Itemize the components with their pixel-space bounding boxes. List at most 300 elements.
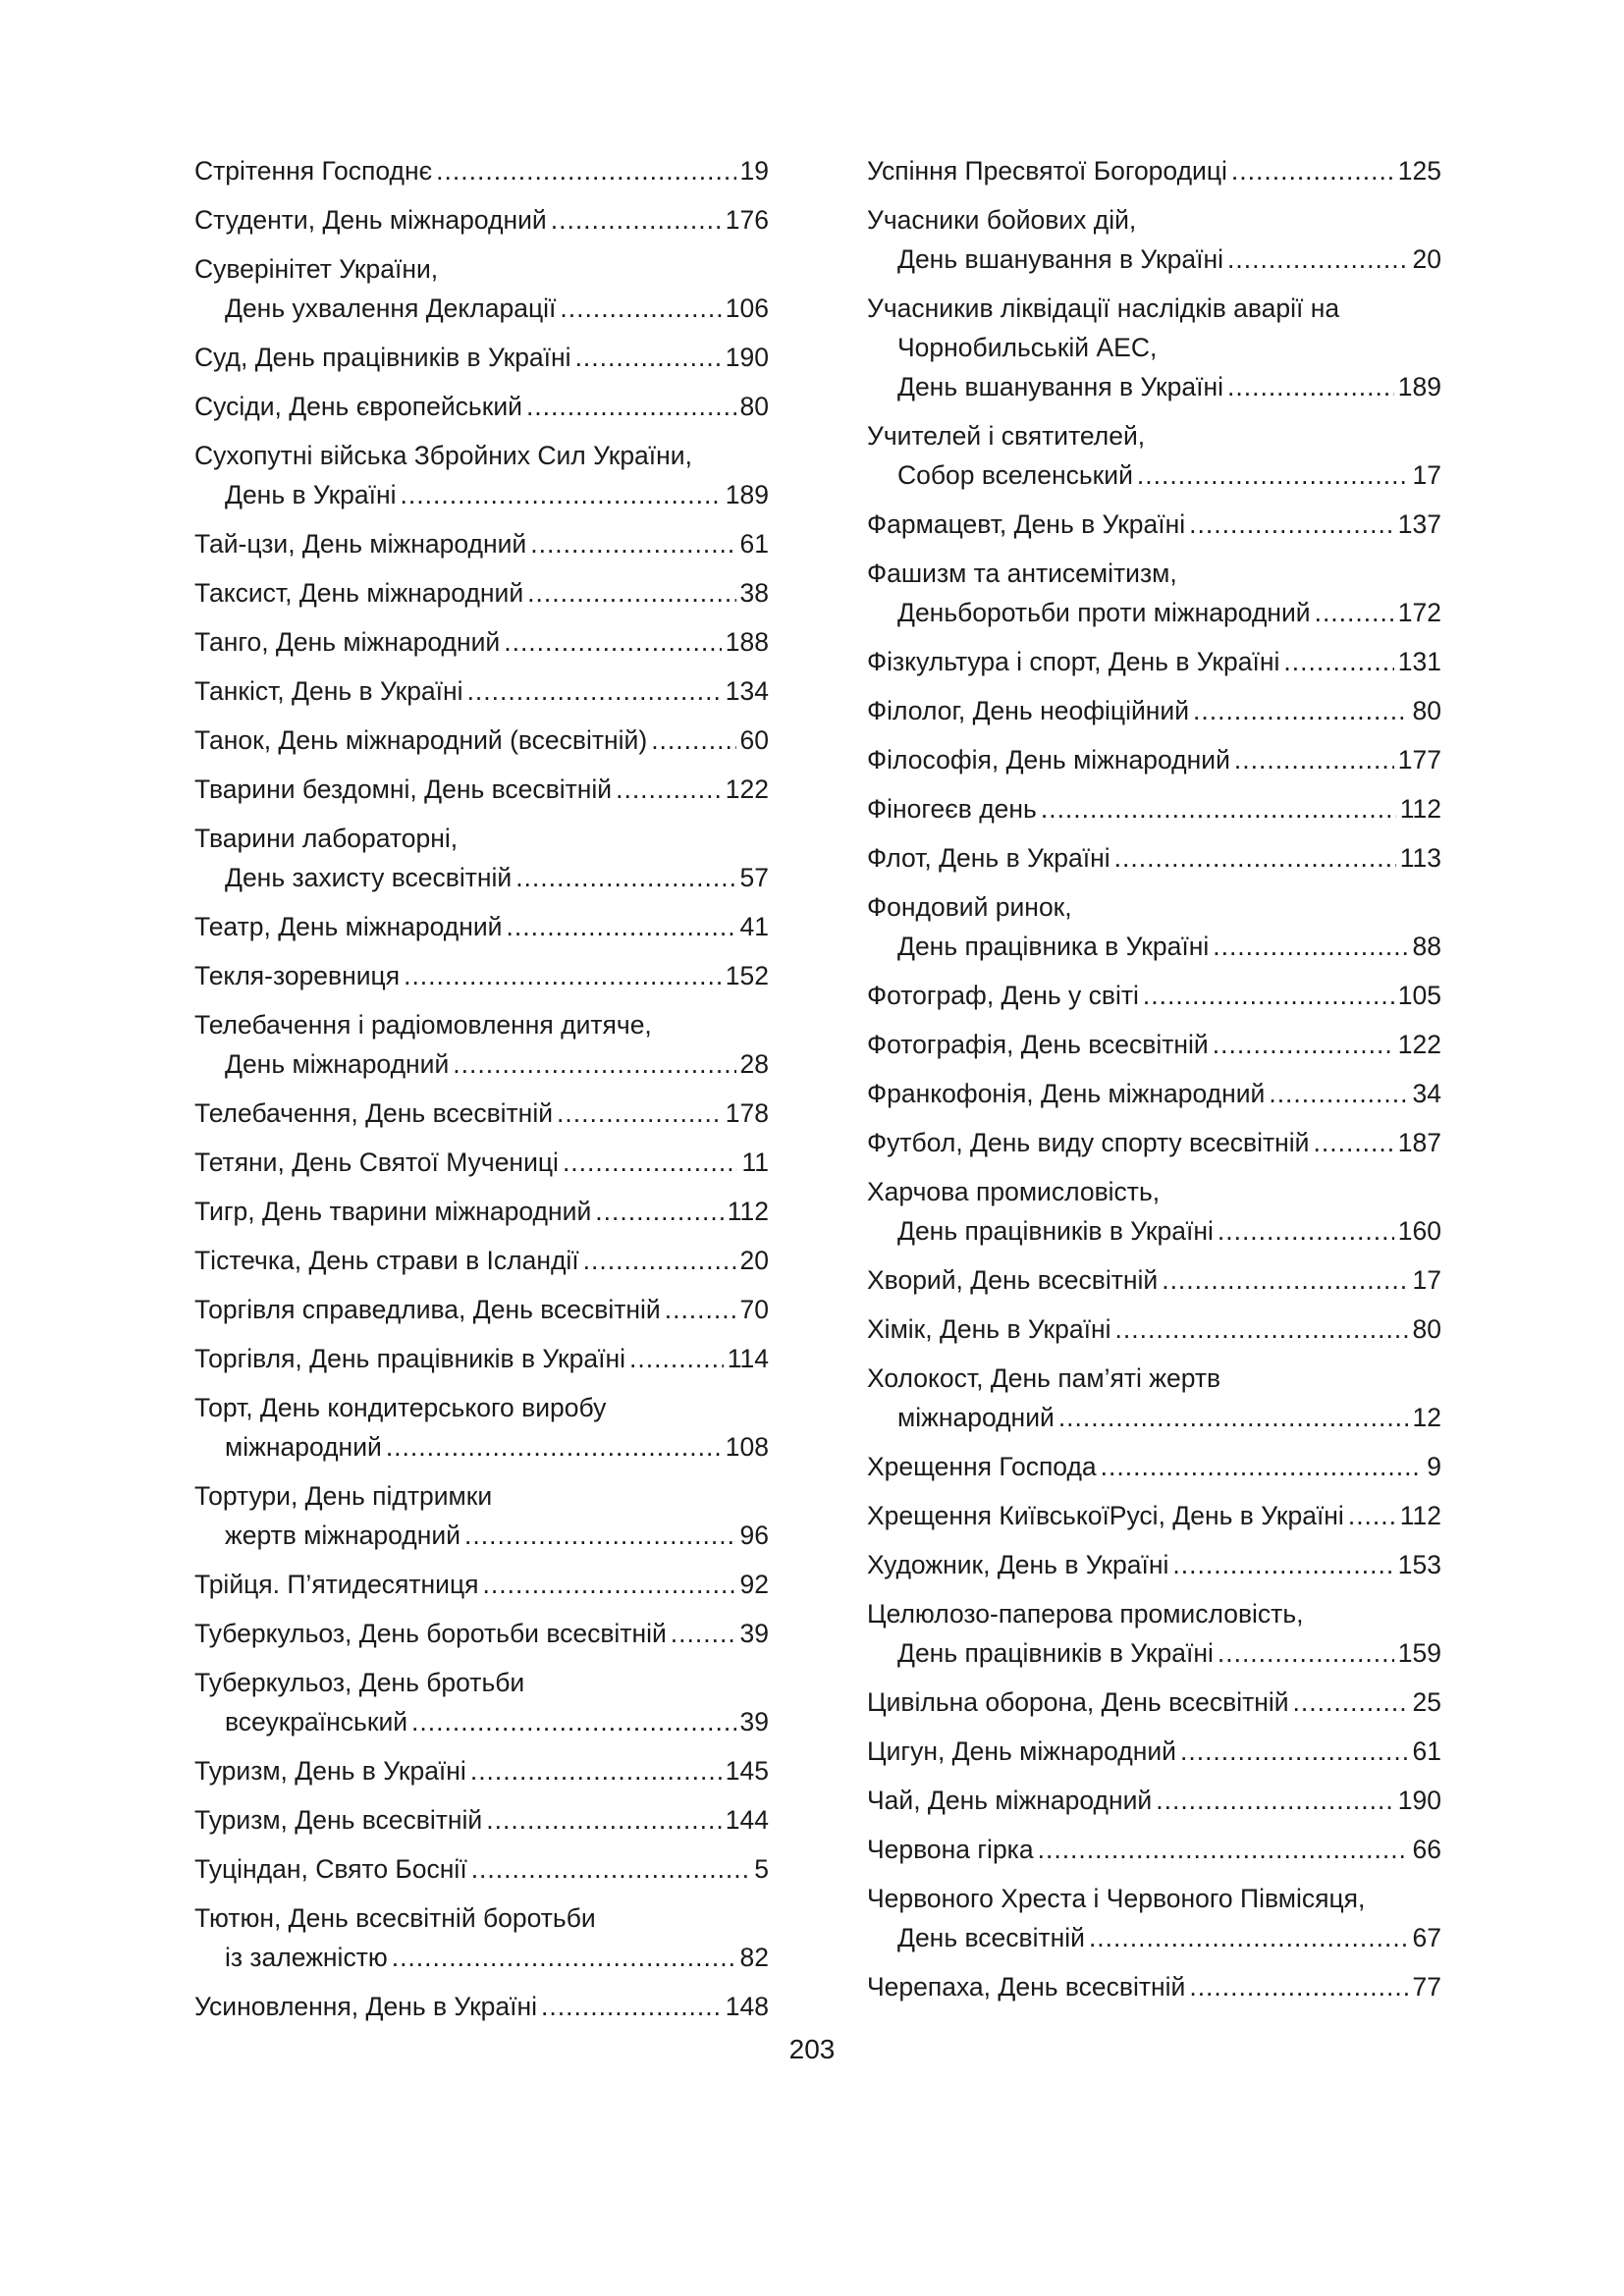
index-entry-page: 105 (1397, 981, 1441, 1010)
dot-leader (583, 1241, 736, 1280)
index-entry (867, 1172, 1441, 1251)
index-entry-term: День вшанування в Україні (897, 244, 1223, 274)
index-entry-term: Таксист, День міжнародний (194, 578, 524, 608)
index-entry-line (867, 1781, 1441, 1820)
index-entry-line (194, 1044, 769, 1084)
index-entry-term: Хрещення КиївськоїРусі, День в Україні (867, 1501, 1344, 1530)
dot-leader (1089, 1918, 1409, 1957)
index-entry-line (194, 436, 769, 475)
index-entry-term: Текля-зоревниця (194, 961, 401, 990)
index-entry-page: 177 (1397, 745, 1441, 774)
index-entry (867, 1682, 1441, 1722)
index-entry-term: Учителей і святителей, (867, 421, 1146, 451)
index-entry-line (194, 819, 769, 858)
index-entry (194, 1663, 769, 1741)
index-entry-term: Тигр, День тварини міжнародний (194, 1197, 592, 1226)
index-entry-line (867, 976, 1441, 1015)
index-entry (867, 1879, 1441, 1957)
index-entry-term: Туризм, День в Україні (194, 1756, 466, 1786)
index-entry-term: Фіногеєв день (867, 794, 1037, 824)
index-entry-page: 153 (1397, 1550, 1441, 1579)
index-entry-line (867, 151, 1441, 190)
index-entry-term: Футбол, День виду спорту всесвітній (867, 1128, 1310, 1157)
index-entry-line (867, 1967, 1441, 2006)
dot-leader (411, 1702, 735, 1741)
index-entry-line (194, 1702, 769, 1741)
index-entry (867, 1967, 1441, 2006)
index-entry-term: Танок, День міжнародний (всесвітній) (194, 725, 648, 755)
index-entry-page: 82 (739, 1943, 769, 1972)
dot-leader (1218, 1211, 1394, 1251)
index-entry (867, 887, 1441, 966)
index-entry-term: Туберкульоз, День бротьби (194, 1668, 525, 1697)
dot-leader (464, 1516, 736, 1555)
index-entry-term: Суверінітет України, (194, 254, 439, 284)
index-entry-term: Цивільна оборона, День всесвітній (867, 1687, 1289, 1717)
index-entry-term: Целюлозо-паперова промисловість, (867, 1599, 1304, 1629)
index-entry-term: Стрітення Господнє (194, 156, 433, 186)
index-entry-term: Туберкульоз, День боротьби всесвітній (194, 1619, 667, 1648)
index-entry-line (867, 1172, 1441, 1211)
dot-leader (1115, 1309, 1409, 1349)
index-entry (194, 200, 769, 240)
index-entry (194, 151, 769, 190)
index-entry-line (194, 200, 769, 240)
index-entry-page: 112 (1399, 794, 1441, 824)
index-entry (194, 1339, 769, 1378)
dot-leader (575, 338, 722, 377)
index-entry-line (194, 1143, 769, 1182)
dot-leader (1348, 1496, 1396, 1535)
index-entry (867, 1359, 1441, 1437)
index-entry-line (194, 1751, 769, 1790)
index-entry (194, 387, 769, 426)
index-entry-line (867, 642, 1441, 681)
dot-leader (486, 1800, 722, 1840)
index-entry (867, 416, 1441, 495)
index-entry-line (194, 1476, 769, 1516)
index-entry-line (194, 1388, 769, 1427)
index-entry (867, 1545, 1441, 1584)
dot-leader (1058, 1398, 1409, 1437)
dot-leader (467, 671, 722, 711)
index-entry-page: 34 (1412, 1079, 1441, 1108)
index-entry-term: Театр, День міжнародний (194, 912, 503, 941)
index-entry-line (867, 505, 1441, 544)
index-entry (194, 1241, 769, 1280)
index-entry (194, 956, 769, 995)
index-entry-line (867, 1830, 1441, 1869)
index-entry-term: всеукраїнський (225, 1707, 408, 1736)
dot-leader (436, 151, 735, 190)
index-entry-line (194, 622, 769, 662)
index-entry-line (867, 1359, 1441, 1398)
index-entry-term: Фондовий ринок, (867, 892, 1072, 922)
index-entry-term: Філолог, День неофіційний (867, 696, 1190, 725)
index-entry-line (867, 1260, 1441, 1300)
index-entry-page: 67 (1412, 1923, 1441, 1952)
index-entry (194, 1143, 769, 1182)
index-entry-line (194, 770, 769, 809)
index-entry-term: Тортури, День підтримки (194, 1481, 493, 1511)
index-entry-page: 77 (1412, 1972, 1441, 2002)
index-entry-term: Червона гірка (867, 1835, 1034, 1864)
index-entry-page: 144 (725, 1805, 769, 1835)
index-entry (867, 691, 1441, 730)
dot-leader (1172, 1545, 1393, 1584)
index-entry-line (867, 1309, 1441, 1349)
index-entry-line (867, 240, 1441, 279)
index-entry-line (867, 927, 1441, 966)
index-entry-line (194, 721, 769, 760)
index-entry-page: 189 (725, 480, 769, 509)
index-entry-term: Тварини бездомні, День всесвітній (194, 774, 613, 804)
index-entry (867, 642, 1441, 681)
index-entry-page: 38 (739, 578, 769, 608)
index-entry-line (867, 1633, 1441, 1673)
dot-leader (1218, 1633, 1394, 1673)
index-entry-term: Тварини лабораторні, (194, 824, 459, 853)
index-entry-line (867, 1682, 1441, 1722)
index-entry-page: 80 (1412, 1314, 1441, 1344)
index-entry-line (867, 1123, 1441, 1162)
index-entry-term: Сухопутні війська Збройних Сил України, (194, 441, 692, 470)
index-entry-line (867, 1074, 1441, 1113)
index-entry-line (867, 740, 1441, 779)
index-entry (867, 554, 1441, 632)
index-entry (194, 1849, 769, 1889)
index-entry-term: День працівників в Україні (897, 1216, 1214, 1246)
index-entry (867, 1025, 1441, 1064)
index-entry-line (867, 367, 1441, 406)
index-entry-term: Танго, День міжнародний (194, 627, 501, 657)
index-entry-term: День вшанування в Україні (897, 372, 1223, 401)
dot-leader (1293, 1682, 1409, 1722)
index-entry (867, 1781, 1441, 1820)
dot-leader (1189, 505, 1394, 544)
index-entry (867, 1447, 1441, 1486)
index-entry (867, 1309, 1441, 1349)
index-entry-term: День працівника в Україні (897, 932, 1210, 961)
dot-leader (1283, 642, 1393, 681)
index-entry (867, 505, 1441, 544)
index-entry-term: Фізкультура і спорт, День в Україні (867, 647, 1280, 676)
dot-leader (1162, 1260, 1408, 1300)
index-entry-line (194, 524, 769, 563)
dot-leader (1234, 740, 1394, 779)
index-entry-line (867, 1025, 1441, 1064)
index-entry (867, 289, 1441, 406)
index-entry (194, 907, 769, 946)
index-entry-term: Чай, День міжнародний (867, 1786, 1153, 1815)
index-entry-term: Студенти, День міжнародний (194, 205, 547, 235)
index-entry-line (194, 671, 769, 711)
index-entry-page: 125 (1397, 156, 1441, 186)
dot-leader (483, 1565, 736, 1604)
index-entry (867, 151, 1441, 190)
index-entry-page: 178 (725, 1098, 769, 1128)
index-column-right (867, 151, 1441, 2016)
index-entry-line (194, 1938, 769, 1977)
index-entry-page: 11 (741, 1148, 769, 1177)
index-entry-line (194, 1614, 769, 1653)
index-entry-line (867, 1496, 1441, 1535)
index-entry-page: 145 (725, 1756, 769, 1786)
index-entry-term: Туризм, День всесвітній (194, 1805, 483, 1835)
dot-leader (1137, 455, 1409, 495)
index-entry-term: Фотограф, День у світі (867, 981, 1139, 1010)
index-entry-page: 12 (1412, 1403, 1441, 1432)
index-entry-line (194, 475, 769, 514)
index-entry-line (194, 1800, 769, 1840)
index-entry-term: Сусіди, День європейський (194, 392, 522, 421)
index-entry-line (194, 1516, 769, 1555)
index-entry (867, 740, 1441, 779)
dot-leader (404, 956, 722, 995)
index-entry (194, 573, 769, 613)
index-entry (867, 789, 1441, 828)
index-entry-line (194, 1849, 769, 1889)
dot-leader (526, 387, 736, 426)
dot-leader (560, 289, 721, 328)
index-entry-term: Фармацевт, День в Україні (867, 509, 1186, 539)
index-entry-line (194, 1290, 769, 1329)
index-entry-page: 113 (1399, 843, 1441, 873)
dot-leader (453, 1044, 735, 1084)
index-entry-line (867, 289, 1441, 328)
index-entry-page: 112 (727, 1197, 769, 1226)
index-entry (867, 838, 1441, 878)
index-entry-page: 137 (1397, 509, 1441, 539)
dot-leader (1038, 1830, 1409, 1869)
index-entry-term: Художник, День в Україні (867, 1550, 1169, 1579)
dot-leader (557, 1094, 722, 1133)
index-entry (194, 1005, 769, 1084)
dot-leader (515, 858, 735, 897)
index-entry-line (194, 289, 769, 328)
index-entry-page: 39 (739, 1619, 769, 1648)
index-entry-page: 80 (1412, 696, 1441, 725)
dot-leader (1041, 789, 1396, 828)
index-entry-line (194, 1241, 769, 1280)
index-entry (194, 1388, 769, 1467)
dot-leader (1213, 927, 1408, 966)
index-entry-page: 122 (1397, 1030, 1441, 1059)
index-entry-line (867, 200, 1441, 240)
index-entry-term: Філософія, День міжнародний (867, 745, 1230, 774)
dot-leader (541, 1987, 722, 2026)
index-entry-page: 190 (1397, 1786, 1441, 1815)
index-entry-page: 148 (725, 1992, 769, 2021)
index-entry-line (194, 1094, 769, 1133)
dot-leader (629, 1339, 724, 1378)
index-entry-term: Чорнобильській АЕС, (897, 333, 1158, 362)
index-entry-term: День захисту всесвітній (225, 863, 513, 892)
index-entry-page: 92 (739, 1570, 769, 1599)
index-entry (194, 819, 769, 897)
index-entry-page: 189 (1397, 372, 1441, 401)
index-entry-term: День міжнародний (225, 1049, 450, 1079)
index-entry-line (867, 416, 1441, 455)
index-entry-page: 176 (725, 205, 769, 235)
index-entry-term: Суд, День працівників в Україні (194, 343, 571, 372)
index-entry (194, 770, 769, 809)
index-entry-term: Собор вселенський (897, 460, 1133, 490)
dot-leader (392, 1938, 736, 1977)
index-entry-line (194, 1565, 769, 1604)
dot-leader (1269, 1074, 1408, 1113)
index-entry-term: жертв міжнародний (225, 1521, 461, 1550)
index-entry-term: Хрещення Господа (867, 1452, 1097, 1481)
index-entry-page: 5 (754, 1854, 769, 1884)
dot-leader (1314, 1123, 1394, 1162)
index-entry (194, 249, 769, 328)
index-entry-term: Холокост, День пам’яті жертв (867, 1363, 1221, 1393)
index-entry-page: 57 (739, 863, 769, 892)
index-entry-page: 112 (1399, 1501, 1441, 1530)
dot-leader (1231, 151, 1394, 190)
index-entry-line (867, 1918, 1441, 1957)
index-entry-term: Черепаха, День всесвітній (867, 1972, 1186, 2002)
dot-leader (1227, 240, 1409, 279)
index-entry-page: 61 (1412, 1736, 1441, 1766)
dot-leader (1180, 1732, 1409, 1771)
index-entry-term: Хімік, День в Україні (867, 1314, 1111, 1344)
index-entry-term: Танкіст, День в Україні (194, 676, 463, 706)
index-entry-term: міжнародний (897, 1403, 1055, 1432)
dot-leader (1114, 838, 1396, 878)
dot-leader (504, 622, 722, 662)
index-entry-line (867, 554, 1441, 593)
index-entry-term: Тютюн, День всесвітній боротьби (194, 1903, 596, 1933)
index-entry-page: 160 (1397, 1216, 1441, 1246)
index-entry-line (194, 1427, 769, 1467)
index-entry (194, 524, 769, 563)
index-entry-term: Торгівля справедлива, День всесвітній (194, 1295, 661, 1324)
dot-leader (595, 1192, 724, 1231)
index-entry (194, 1094, 769, 1133)
index-entry-term: Тістечка, День страви в Ісландії (194, 1246, 579, 1275)
dot-leader (616, 770, 722, 809)
index-entry-page: 19 (739, 156, 769, 186)
index-entry (194, 1192, 769, 1231)
index-entry-page: 20 (1412, 244, 1441, 274)
index-entry (194, 1476, 769, 1555)
index-entry-term: Телебачення і радіомовлення дитяче, (194, 1010, 652, 1040)
index-entry (194, 338, 769, 377)
index-entry-term: Торт, День кондитерського виробу (194, 1393, 607, 1422)
index-entry (194, 1800, 769, 1840)
index-entry (867, 1830, 1441, 1869)
index-entry-line (867, 328, 1441, 367)
index-entry-line (867, 1879, 1441, 1918)
index-entry-term: Трійця. П’ятидесятниця (194, 1570, 479, 1599)
dot-leader (530, 524, 735, 563)
index-entry-term: Деньборотьби проти міжнародний (897, 598, 1311, 627)
index-entry-page: 41 (739, 912, 769, 941)
index-entry-page: 108 (725, 1432, 769, 1462)
index-entry-line (867, 887, 1441, 927)
index-entry-term: Червоного Хреста і Червоного Півмісяця, (867, 1884, 1366, 1913)
dot-leader (1315, 593, 1394, 632)
index-entry-term: Флот, День в Україні (867, 843, 1110, 873)
index-entry (194, 436, 769, 514)
index-entry-page: 39 (739, 1707, 769, 1736)
dot-leader (651, 721, 735, 760)
index-entry-page: 20 (739, 1246, 769, 1275)
index-entry-page: 190 (725, 343, 769, 372)
index-entry-page: 122 (725, 774, 769, 804)
dot-leader (506, 907, 735, 946)
dot-leader (401, 475, 722, 514)
index-entry-line (194, 249, 769, 289)
index-entry (194, 1898, 769, 1977)
index-entry-page: 106 (725, 294, 769, 323)
dot-leader (1143, 976, 1394, 1015)
index-entry-term: Фашизм та антисемітизм, (867, 559, 1177, 588)
dot-leader (1156, 1781, 1394, 1820)
index-entry-term: День ухвалення Декларації (225, 294, 557, 323)
index-entry (867, 200, 1441, 279)
index-entry-term: День працівників в Україні (897, 1638, 1214, 1668)
index-entry-page: 61 (739, 529, 769, 559)
index-entry-term: Усиновлення, День в Україні (194, 1992, 538, 2021)
dot-leader (1101, 1447, 1424, 1486)
index-entry-page: 114 (727, 1344, 769, 1373)
dot-leader (527, 573, 735, 613)
index-entry-term: Учасникив ліквідації наслідків аварії на (867, 294, 1340, 323)
index-entry (194, 1565, 769, 1604)
dot-leader (1193, 691, 1409, 730)
index-entry-term: Тетяни, День Святої Мучениці (194, 1148, 559, 1177)
dot-leader (471, 1849, 751, 1889)
index-entry (194, 671, 769, 711)
index-entry-page: 17 (1412, 460, 1441, 490)
index-entry-page: 70 (739, 1295, 769, 1324)
index-entry-line (867, 1447, 1441, 1486)
index-entry-line (867, 593, 1441, 632)
index-entry-term: Цигун, День міжнародний (867, 1736, 1176, 1766)
index-entry-term: Тай-цзи, День міжнародний (194, 529, 527, 559)
index-entry-line (194, 338, 769, 377)
index-entry-line (194, 151, 769, 190)
index-entry-page: 9 (1427, 1452, 1441, 1481)
dot-leader (386, 1427, 722, 1467)
index-entry (867, 1496, 1441, 1535)
page-number: 203 (788, 2034, 836, 2064)
index-entry (867, 1260, 1441, 1300)
dot-leader (1213, 1025, 1394, 1064)
index-entry-line (867, 1545, 1441, 1584)
index-entry (867, 1732, 1441, 1771)
index-entry-term: Успіння Пресвятої Богородиці (867, 156, 1227, 186)
index-entry-line (194, 1005, 769, 1044)
index-entry-term: День всесвітній (897, 1923, 1085, 1952)
index-entry-line (194, 1898, 769, 1938)
index-entry-page: 188 (725, 627, 769, 657)
index-entry (867, 1123, 1441, 1162)
index-entry-line (867, 1732, 1441, 1771)
index-entry-page: 25 (1412, 1687, 1441, 1717)
index-entry-line (194, 387, 769, 426)
index-entry (867, 1594, 1441, 1673)
index-entry-page: 80 (739, 392, 769, 421)
index-entry (194, 622, 769, 662)
index-entry-page: 66 (1412, 1835, 1441, 1864)
index-entry (194, 721, 769, 760)
index-entry (194, 1614, 769, 1653)
index-entry-line (867, 1594, 1441, 1633)
